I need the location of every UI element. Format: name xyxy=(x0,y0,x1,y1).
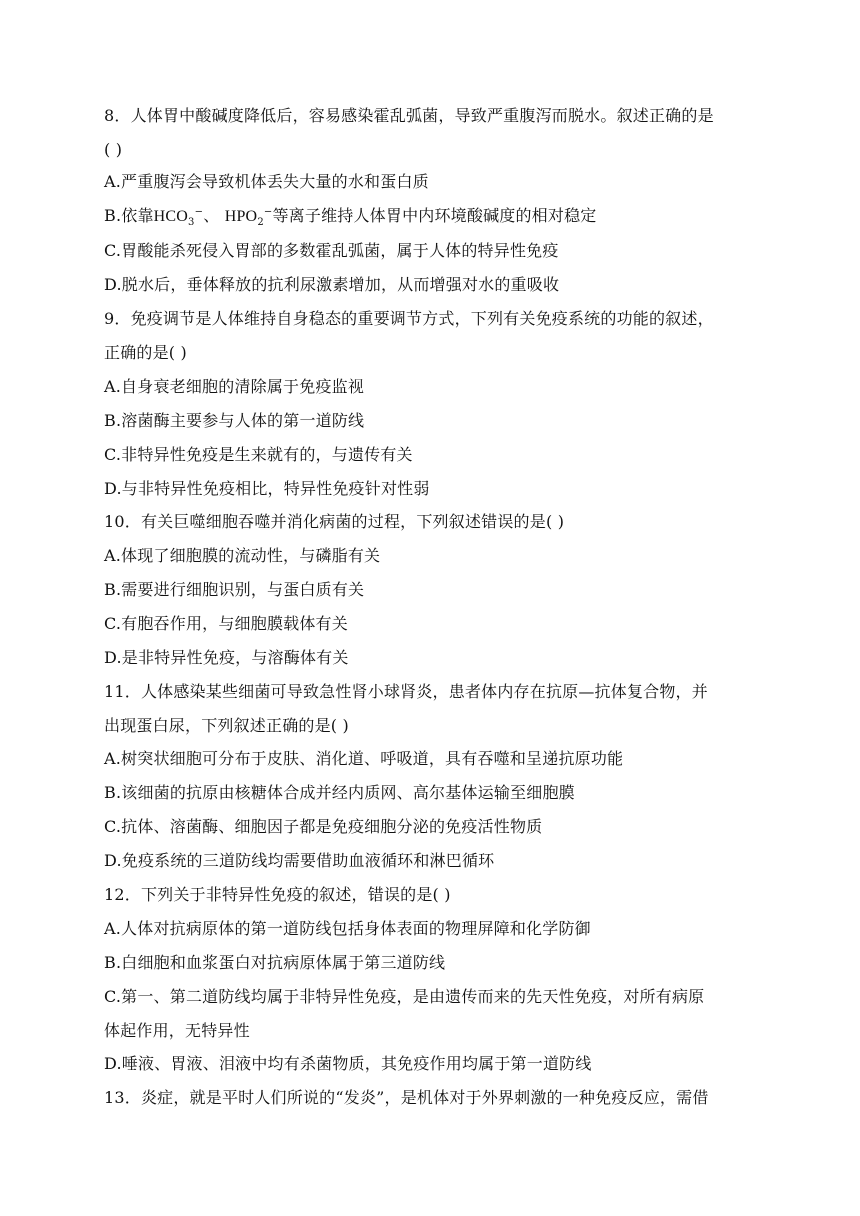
q9-stem-line1: 9．免疫调节是人体维持自身稳态的重要调节方式，下列有关免疫系统的功能的叙述， xyxy=(104,309,714,328)
q9-option-a: A.自身衰老细胞的清除属于免疫监视 xyxy=(104,377,365,396)
q10-option-d: D.是非特异性免疫，与溶酶体有关 xyxy=(104,648,349,667)
q10-stem-line1: 10．有关巨噬细胞吞噬并消化病菌的过程，下列叙述错误的是( ) xyxy=(104,512,565,531)
q8-option-c: C.胃酸能杀死侵入胃部的多数霍乱弧菌，属于人体的特异性免疫 xyxy=(104,241,559,260)
q12-option-c-line2: 体起作用，无特异性 xyxy=(104,1021,250,1040)
q9-option-d: D.与非特异性免疫相比，特异性免疫针对性弱 xyxy=(104,479,430,498)
q8-ion1-sub: 3 xyxy=(188,217,195,229)
q10-option-b: B.需要进行细胞识别，与蛋白质有关 xyxy=(104,580,365,599)
q11-option-b: B.该细菌的抗原由核糖体合成并经内质网、高尔基体运输至细胞膜 xyxy=(104,783,575,802)
q8-ion2-sup: − xyxy=(263,206,273,218)
q8-option-a: A.严重腹泻会导致机体丢失大量的水和蛋白质 xyxy=(104,172,429,191)
q9-stem-line2: 正确的是( ) xyxy=(104,343,187,362)
q13-stem-line1: 13．炎症，就是平时人们所说的“发炎”，是机体对于外界刺激的一种免疫反应，需借 xyxy=(104,1088,709,1107)
q12-option-a: A.人体对抗病原体的第一道防线包括身体表面的物理屏障和化学防御 xyxy=(104,919,591,938)
q10-option-a: A.体现了细胞膜的流动性，与磷脂有关 xyxy=(104,546,381,565)
q11-option-a: A.树突状细胞可分布于皮肤、消化道、呼吸道，具有吞噬和呈递抗原功能 xyxy=(104,749,624,768)
q12-option-b: B.白细胞和血浆蛋白对抗病原体属于第三道防线 xyxy=(104,953,446,972)
q11-option-c: C.抗体、溶菌酶、细胞因子都是免疫细胞分泌的免疫活性物质 xyxy=(104,817,543,836)
q8-option-b-sep: 、 xyxy=(203,206,225,225)
q11-option-d: D.免疫系统的三道防线均需要借助血液循环和淋巴循环 xyxy=(104,851,495,870)
q10-option-c: C.有胞吞作用，与细胞膜载体有关 xyxy=(104,614,348,633)
q8-ion1-sup: − xyxy=(194,206,204,218)
q8-stem-line1: 8．人体胃中酸碱度降低后，容易感染霍乱弧菌，导致严重腹泻而脱水。叙述正确的是 xyxy=(104,106,714,125)
q8-ion2-base: HPO xyxy=(224,208,258,225)
q11-stem-line1: 11．人体感染某些细菌可导致急性肾小球肾炎，患者体内存在抗原—抗体复合物，并 xyxy=(104,682,708,701)
q12-stem-line1: 12．下列关于非特异性免疫的叙述，错误的是( ) xyxy=(104,885,451,904)
q8-ion2-sub: 2 xyxy=(257,217,264,229)
q8-option-b xyxy=(104,205,596,228)
q9-option-b: B.溶菌酶主要参与人体的第一道防线 xyxy=(104,411,365,430)
q8-option-b-prefix: B.依靠 xyxy=(104,206,154,225)
q9-option-c: C.非特异性免疫是生来就有的，与遗传有关 xyxy=(104,445,413,464)
q8-option-b-suffix: 等离子维持人体胃中内环境酸碱度的相对稳定 xyxy=(272,206,597,225)
q11-stem-line2: 出现蛋白尿，下列叙述正确的是( ) xyxy=(104,716,349,735)
q12-option-c-line1: C.第一、第二道防线均属于非特异性免疫，是由遗传而来的先天性免疫，对所有病原 xyxy=(104,987,705,1006)
q8-option-d: D.脱水后，垂体释放的抗利尿激素增加，从而增强对水的重吸收 xyxy=(104,275,560,294)
q8-stem-line2: ( ) xyxy=(104,140,123,159)
q8-ion1-base: HCO xyxy=(153,208,189,225)
q12-option-d: D.唾液、胃液、泪液中均有杀菌物质，其免疫作用均属于第一道防线 xyxy=(104,1054,592,1073)
